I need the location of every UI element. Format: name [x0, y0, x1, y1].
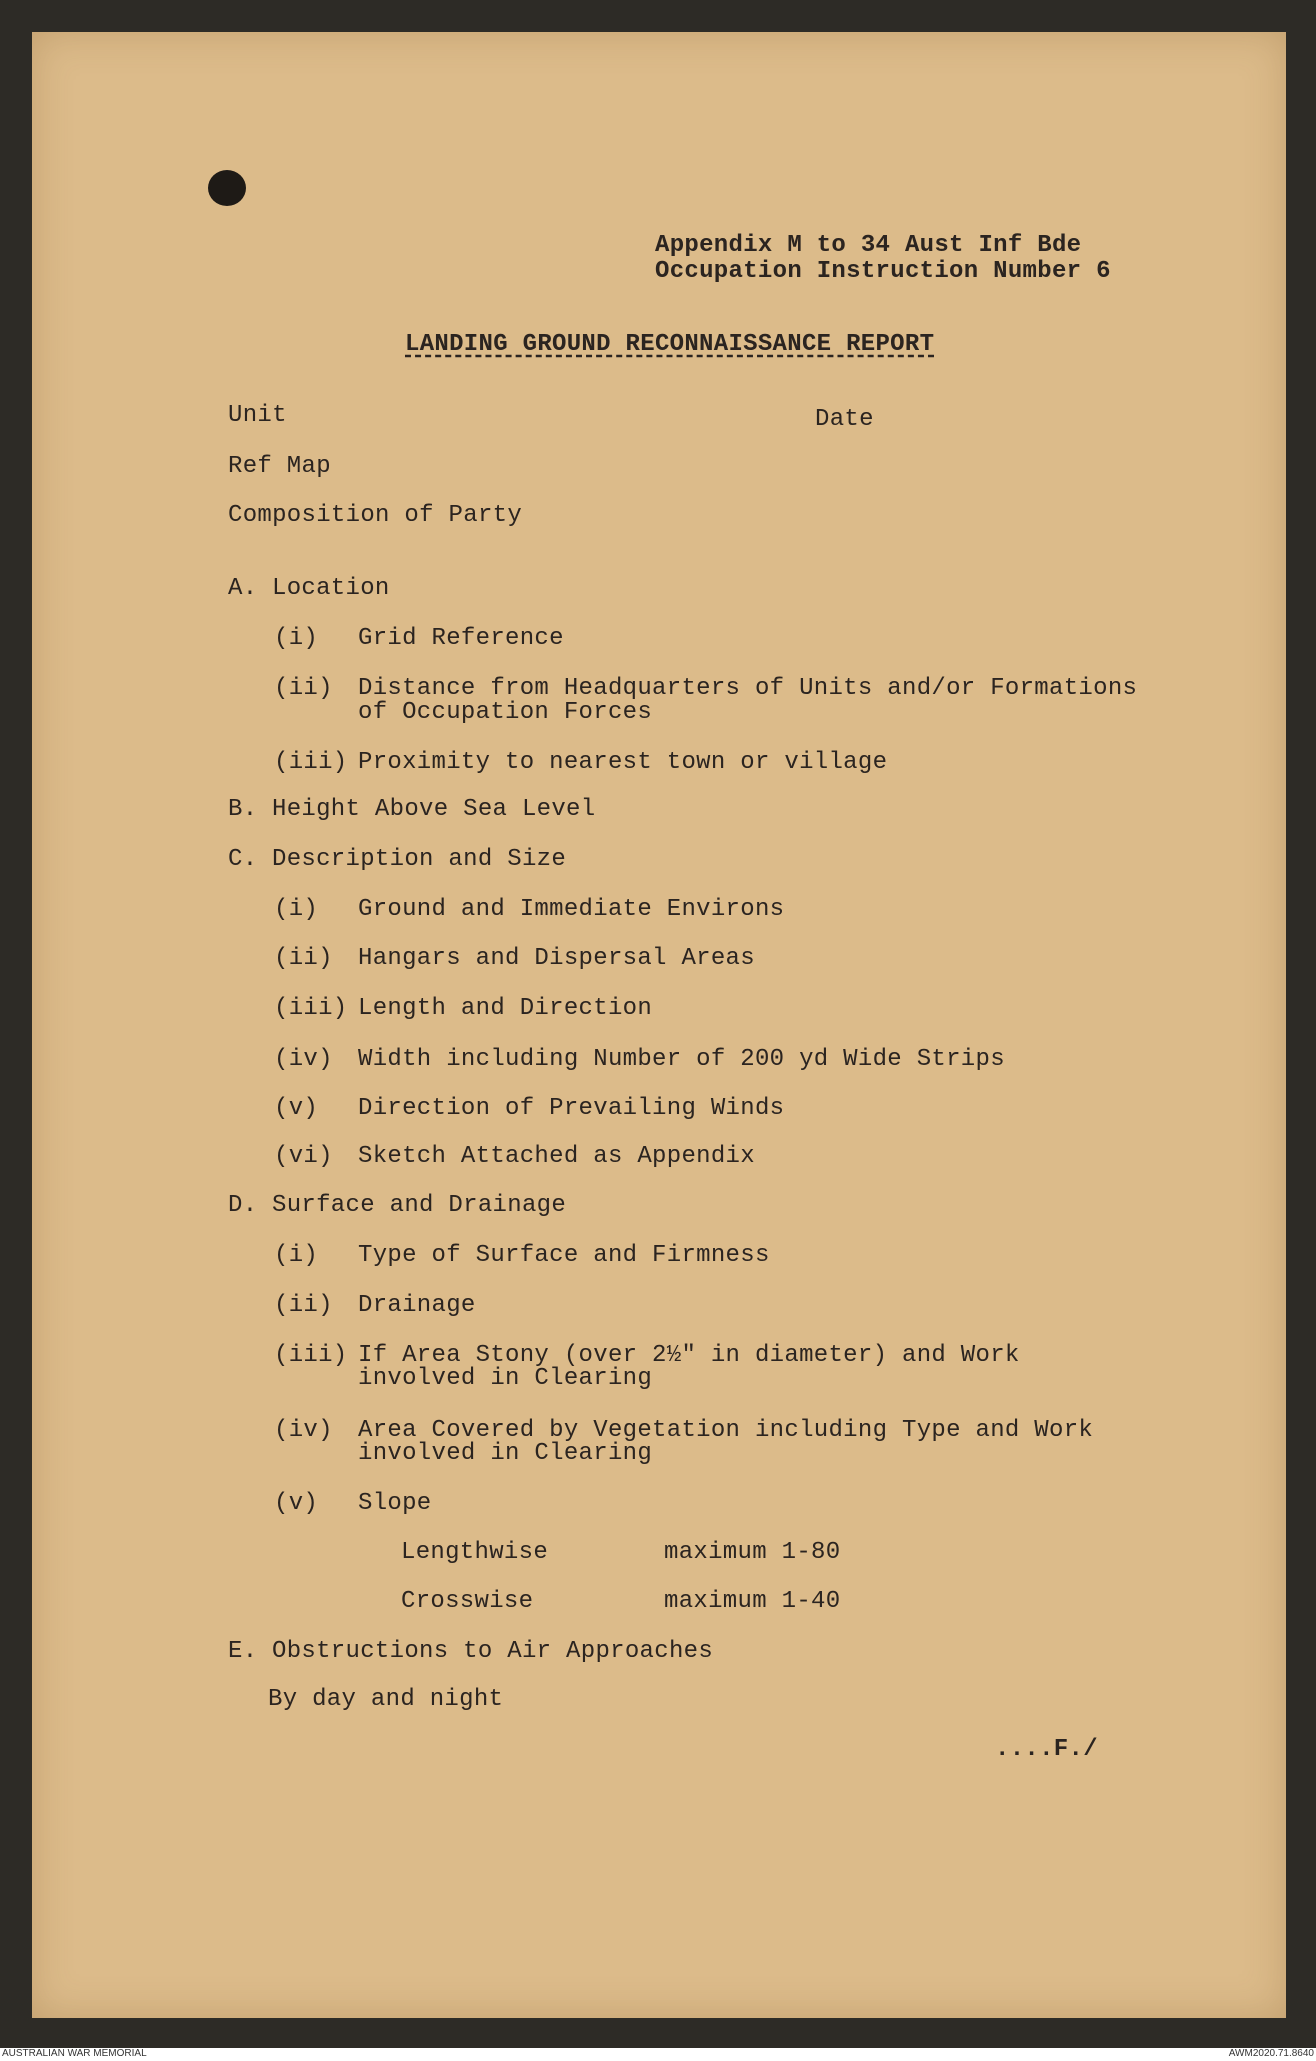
slope-maximum: maximum 1-80 — [664, 1539, 841, 1566]
slope-direction: Lengthwise — [401, 1539, 549, 1566]
item-text: Direction of Prevailing Winds — [358, 1095, 785, 1122]
header-line-2: Occupation Instruction Number 6 — [655, 258, 1111, 285]
item-text: Distance from Headquarters of Units and/or Formations — [358, 675, 1138, 702]
item-text: Grid Reference — [358, 625, 564, 652]
item-text: Sketch Attached as Appendix — [358, 1143, 755, 1170]
item-num: (ii) — [274, 945, 333, 972]
item-num: (vi) — [274, 1143, 333, 1170]
section-b-label: B. — [228, 796, 258, 823]
unit-label: Unit — [228, 402, 287, 429]
item-num: (v) — [274, 1490, 319, 1517]
item-text: Type of Surface and Firmness — [358, 1242, 770, 1269]
item-text: Width including Number of 200 yd Wide Strips — [358, 1046, 1005, 1073]
footer-accession: AWM2020.71.8640 — [1228, 2048, 1314, 2059]
item-num: (i) — [274, 1242, 319, 1269]
item-text: Slope — [358, 1490, 432, 1517]
date-label: Date — [815, 406, 874, 433]
item-text-cont: of Occupation Forces — [358, 699, 653, 726]
item-num: (iii) — [274, 995, 348, 1022]
item-num: (i) — [274, 625, 319, 652]
document-page — [32, 32, 1286, 2018]
section-e-label: E. — [228, 1638, 258, 1665]
item-num: (iii) — [274, 1342, 348, 1369]
item-text: Proximity to nearest town or village — [358, 749, 888, 776]
slope-direction: Crosswise — [401, 1588, 534, 1615]
header-line-1: Appendix M to 34 Aust Inf Bde — [655, 232, 1082, 259]
footer-source: AUSTRALIAN WAR MEMORIAL — [2, 2048, 147, 2059]
item-text: If Area Stony (over 2½" in diameter) and Work — [358, 1342, 1020, 1369]
slope-maximum: maximum 1-40 — [664, 1588, 841, 1615]
item-num: (ii) — [274, 675, 333, 702]
continuation-mark: ....F./ — [995, 1736, 1098, 1763]
item-text-cont: involved in Clearing — [358, 1440, 653, 1467]
item-text: Area Covered by Vegetation including Type and Work — [358, 1417, 1094, 1444]
section-d-label: D. — [228, 1192, 258, 1219]
item-num: (iv) — [274, 1046, 333, 1073]
section-c-label: C. — [228, 846, 258, 873]
section-b-title: Height Above Sea Level — [272, 796, 596, 823]
item-text: Ground and Immediate Environs — [358, 896, 785, 923]
item-num: (i) — [274, 896, 319, 923]
item-num: (v) — [274, 1095, 319, 1122]
item-num: (ii) — [274, 1292, 333, 1319]
item-text: Drainage — [358, 1292, 476, 1319]
punch-hole — [208, 170, 246, 206]
item-text: Hangars and Dispersal Areas — [358, 945, 755, 972]
item-text: Length and Direction — [358, 995, 653, 1022]
section-e-sub: By day and night — [268, 1686, 504, 1713]
section-a-label: A. — [228, 575, 258, 602]
section-c-title: Description and Size — [272, 846, 567, 873]
item-num: (iv) — [274, 1417, 333, 1444]
ref-map-label: Ref Map — [228, 453, 331, 480]
section-e-title: Obstructions to Air Approaches — [272, 1638, 714, 1665]
page-title: LANDING GROUND RECONNAISSANCE REPORT — [405, 331, 935, 358]
footer — [0, 2048, 1316, 2061]
composition-label: Composition of Party — [228, 502, 523, 529]
item-text-cont: involved in Clearing — [358, 1365, 653, 1392]
section-a-title: Location — [272, 575, 390, 602]
section-d-title: Surface and Drainage — [272, 1192, 567, 1219]
item-num: (iii) — [274, 749, 348, 776]
